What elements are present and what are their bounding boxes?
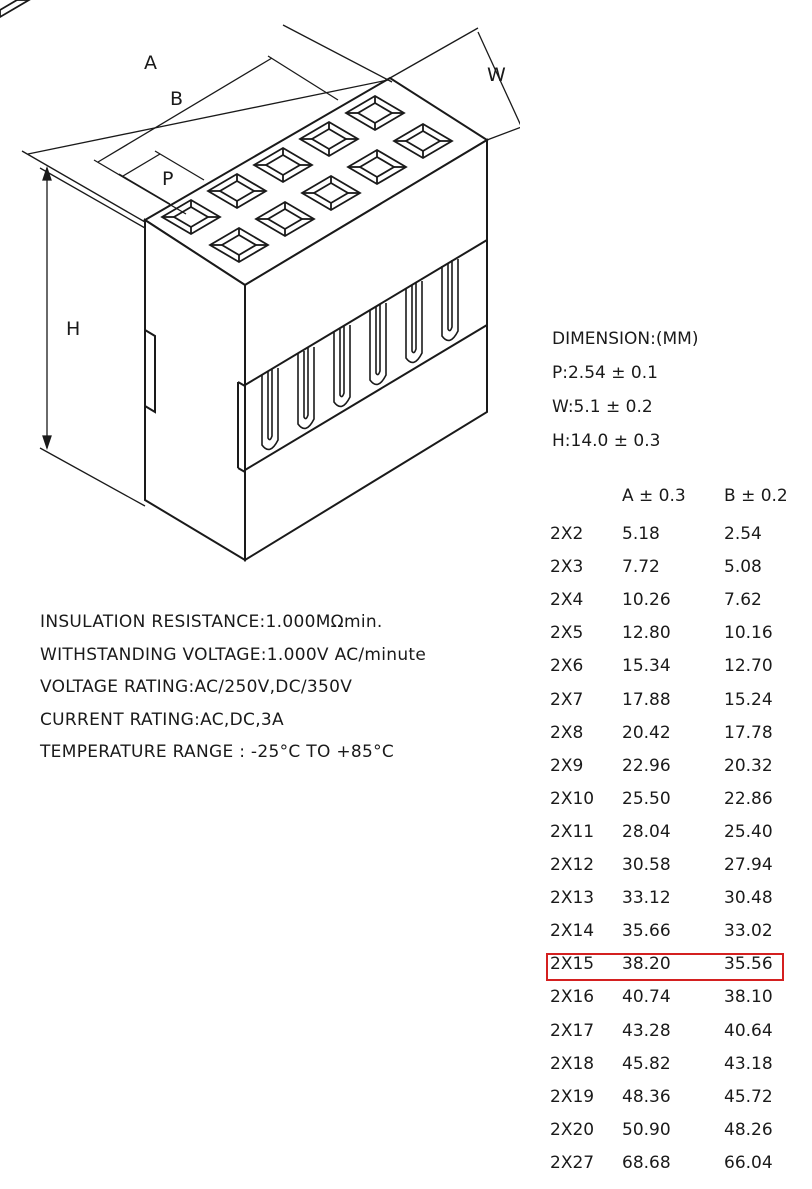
size-cell: 2X9 (550, 755, 584, 776)
current-rating: CURRENT RATING:AC,DC,3A (40, 709, 284, 730)
b-value-cell: 38.10 (724, 987, 773, 1008)
a-value-cell: 17.88 (622, 689, 671, 710)
table-row (548, 1054, 788, 1082)
a-value-cell: 33.12 (622, 888, 671, 909)
b-value-cell: 22.86 (724, 788, 773, 809)
height-spec: H:14.0 ± 0.3 (552, 431, 661, 451)
size-cell: 2X12 (550, 855, 595, 875)
withstanding-voltage: WITHSTANDING VOLTAGE:1.000V AC/minute (40, 644, 427, 665)
b-value-cell: 7.62 (724, 590, 762, 611)
size-cell: 2X2 (550, 524, 584, 544)
header-a: A ± 0.3 (622, 486, 686, 506)
dim-label-b: B (170, 88, 184, 110)
a-value-cell: 7.72 (622, 557, 660, 578)
table-header-row (548, 486, 788, 514)
size-cell: 2X18 (550, 1053, 595, 1074)
table-row (548, 789, 788, 817)
a-value-cell: 50.90 (622, 1119, 671, 1140)
a-value-cell: 43.28 (622, 1020, 671, 1041)
table-row (548, 690, 788, 718)
highlighted-row-box (546, 953, 784, 981)
size-cell: 2X11 (550, 821, 595, 842)
b-value-cell: 27.94 (724, 855, 773, 875)
b-value-cell: 66.04 (724, 1152, 773, 1173)
electrical-spec (40, 606, 426, 769)
size-cell: 2X7 (550, 689, 584, 710)
voltage-rating: VOLTAGE RATING:AC/250V,DC/350V (40, 677, 353, 697)
insulation-resistance: INSULATION RESISTANCE:1.000MΩmin. (40, 612, 383, 632)
b-value-cell: 45.72 (724, 1086, 773, 1107)
table-row (548, 623, 788, 651)
a-value-cell: 25.50 (622, 788, 671, 809)
a-value-cell: 30.58 (622, 855, 671, 875)
table-row (548, 557, 788, 585)
size-cell: 2X27 (550, 1152, 595, 1173)
b-value-cell: 15.24 (724, 689, 773, 710)
table-row (548, 656, 788, 684)
size-cell: 2X20 (550, 1119, 595, 1140)
width-spec: W:5.1 ± 0.2 (552, 397, 653, 417)
b-value-cell: 35.56 (724, 954, 773, 975)
b-value-cell: 30.48 (724, 888, 773, 909)
b-value-cell: 43.18 (724, 1053, 773, 1074)
a-value-cell: 38.20 (622, 954, 671, 975)
connector-drawing (0, 0, 520, 580)
size-cell: 2X6 (550, 656, 584, 677)
table-row (548, 1021, 788, 1049)
size-cell: 2X5 (550, 623, 584, 644)
b-value-cell: 25.40 (724, 821, 773, 842)
a-value-cell: 10.26 (622, 590, 671, 611)
size-cell: 2X10 (550, 788, 595, 809)
a-value-cell: 40.74 (622, 987, 671, 1008)
table-row (548, 723, 788, 751)
b-value-cell: 48.26 (724, 1119, 773, 1140)
dim-label-h: H (66, 318, 81, 340)
a-value-cell: 35.66 (622, 921, 671, 942)
size-cell: 2X16 (550, 987, 595, 1008)
b-value-cell: 40.64 (724, 1020, 773, 1041)
a-value-cell: 22.96 (622, 755, 671, 776)
size-cell: 2X4 (550, 590, 584, 611)
size-cell: 2X13 (550, 888, 595, 909)
table-row (548, 524, 788, 552)
table-row (548, 756, 788, 784)
a-value-cell: 48.36 (622, 1086, 671, 1107)
dim-label-a: A (144, 52, 157, 74)
b-value-cell: 5.08 (724, 557, 762, 578)
table-row (548, 921, 788, 949)
dim-label-w: W (487, 64, 506, 86)
size-cell: 2X19 (550, 1086, 595, 1107)
b-value-cell: 2.54 (724, 524, 762, 544)
a-value-cell: 12.80 (622, 623, 671, 644)
temperature-range: TEMPERATURE RANGE : -25°C TO +85°C (40, 742, 395, 762)
table-row (548, 1153, 788, 1181)
a-value-cell: 15.34 (622, 656, 671, 677)
b-value-cell: 20.32 (724, 755, 773, 776)
table-row (548, 1120, 788, 1148)
pitch-spec: P:2.54 ± 0.1 (552, 363, 658, 383)
b-value-cell: 12.70 (724, 656, 773, 677)
dim-label-p: P (162, 168, 174, 190)
a-value-cell: 45.82 (622, 1053, 671, 1074)
table-row (548, 987, 788, 1015)
table-row (548, 590, 788, 618)
table-row (548, 888, 788, 916)
header-b: B ± 0.2 (724, 486, 788, 506)
table-row (548, 1087, 788, 1115)
dimension-title: DIMENSION:(MM) (552, 329, 699, 349)
a-value-cell: 5.18 (622, 524, 660, 544)
size-cell: 2X15 (550, 954, 595, 975)
size-cell: 2X14 (550, 921, 595, 942)
table-row (548, 855, 788, 883)
b-value-cell: 17.78 (724, 722, 773, 743)
a-value-cell: 28.04 (622, 821, 671, 842)
size-cell: 2X17 (550, 1020, 595, 1041)
size-cell: 2X8 (550, 722, 584, 743)
b-value-cell: 33.02 (724, 921, 773, 942)
b-value-cell: 10.16 (724, 623, 773, 644)
a-value-cell: 20.42 (622, 722, 671, 743)
size-cell: 2X3 (550, 557, 584, 578)
dimension-spec (552, 322, 698, 458)
a-value-cell: 68.68 (622, 1152, 671, 1173)
table-row (548, 822, 788, 850)
